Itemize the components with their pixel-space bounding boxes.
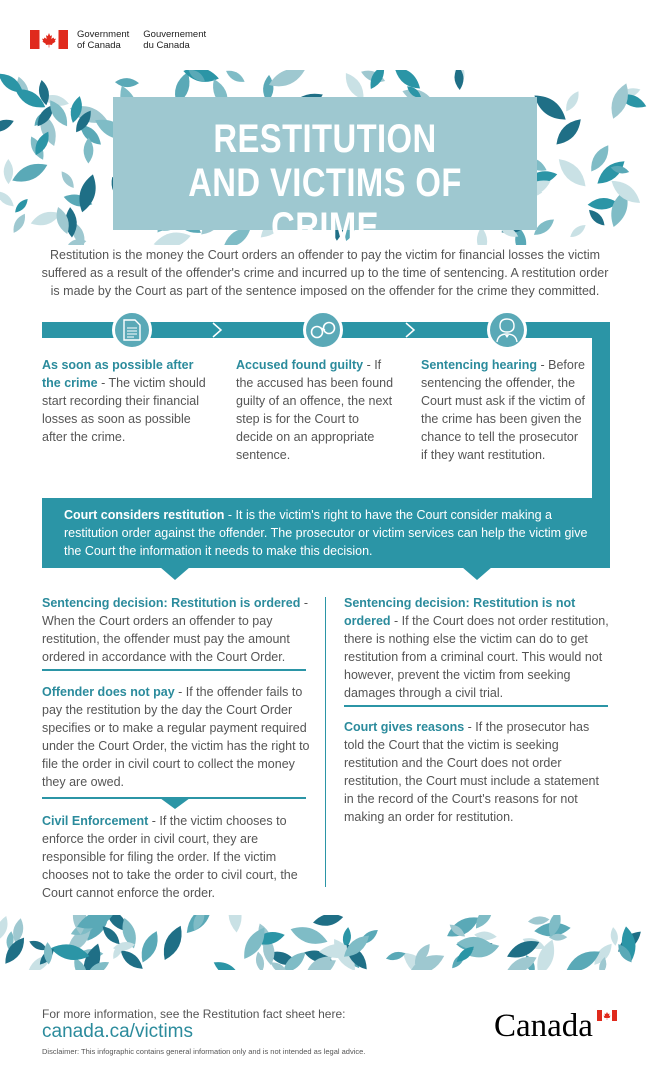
- leaf-shape: [586, 207, 607, 228]
- leaf-shape: [391, 70, 424, 93]
- canada-wordmark: [494, 1008, 593, 1045]
- chevron-right-icon: [210, 322, 224, 338]
- intro-paragraph: Restitution is the money the Court orders an offender to pay the victim for financial losses the victim suffered as a result of the offender's crime and incurred up to the time of sentencing. A restitution order is made by the Court as part of the sentence imposed on the offender for the crime they committed.: [41, 248, 609, 298]
- right-1-text: - If the Court does not order restitution, there is nothing else the victim can do to get restitution from a criminal court. This would not however, prevent the victim from seeking damages through a civil trial.: [344, 614, 609, 700]
- chevron-right-icon: [403, 322, 417, 338]
- divider: [344, 705, 608, 707]
- leaf-shape: [158, 923, 187, 963]
- leaf-shape: [568, 222, 588, 240]
- gov-fr-line2: du Canada: [143, 39, 190, 51]
- consider-text: - It is the victim's right to have the Court consider making a restitution order against the offender. The prosecutor or victim services can help the victim give the Court the information it needs to make this decision.: [64, 508, 588, 558]
- step-3: [421, 356, 586, 464]
- leaf-shape: [227, 915, 243, 933]
- right-section-1: [344, 594, 609, 702]
- gov-en-line2: of Canada: [77, 39, 121, 51]
- handcuffs-icon: [303, 310, 343, 350]
- consider-heading: Court considers restitution: [64, 508, 225, 522]
- leaf-shape: [312, 915, 344, 928]
- right-1-heading: Court gives reasons: [344, 720, 465, 734]
- title-line2: AND VICTIMS OF CRIME: [188, 161, 462, 249]
- divider: [42, 669, 306, 671]
- more-info-text: For more information, see the Restitution fact sheet here:: [42, 1007, 346, 1021]
- title-line1: RESTITUTION: [213, 117, 437, 161]
- canada-flag-icon: [30, 30, 68, 49]
- gov-fr-line1: Gouvernement: [143, 29, 207, 40]
- arrow-down-left: [160, 567, 190, 581]
- leaf-shape: [13, 197, 31, 215]
- leaf-shape: [137, 928, 163, 965]
- judge-icon: [487, 310, 527, 350]
- wordmark-flag-icon: [597, 1010, 617, 1021]
- leaf-shape: [554, 154, 591, 191]
- left-3-heading: Civil Enforcement: [42, 814, 149, 828]
- left-2-text: - If the offender fails to pay the restitution by the day the Court Order specifies or to make a regular payment required under the Court Order, the victim has the right to file the order in civil court to collect the money they are owed.: [42, 685, 310, 789]
- left-section-2: [42, 683, 312, 791]
- leaf-shape: [58, 169, 76, 190]
- left-2-heading: Offender does not pay: [42, 685, 175, 699]
- step-3-text: - Before sentencing the offender, the Court must ask if the victim of the crime has been given the chance to tell the prosecutor if they want restitution.: [421, 358, 585, 462]
- leaf-shape: [385, 950, 407, 963]
- court-considers-box: [42, 498, 610, 568]
- leaf-shape: [610, 927, 619, 947]
- left-1-text: - When the Court orders an offender to pay restitution, the offender must pay the amount ordered in accordance with the Court Order.: [42, 596, 309, 664]
- left-1-heading: Sentencing decision: Restitution is ordered: [42, 596, 301, 610]
- title-banner: [113, 97, 537, 249]
- arrow-down-right: [462, 567, 492, 581]
- arrow-down: [160, 798, 190, 810]
- step-1-heading: As soon as possible after the crime: [42, 358, 194, 390]
- right-section-2: [344, 718, 609, 826]
- column-divider: [325, 597, 326, 887]
- gov-en-line1: Government: [77, 29, 130, 40]
- leaf-shape: [0, 116, 16, 135]
- government-of-canada-signature: [30, 30, 206, 51]
- step-1-text: - The victim should start recording their financial losses as soon as possible after the crime.: [42, 376, 206, 444]
- canada-wordmark-text: Canada: [494, 1008, 593, 1044]
- gov-english: [77, 30, 129, 51]
- leaf-shape: [552, 115, 586, 149]
- leaf-shape: [75, 172, 100, 214]
- step-3-heading: Sentencing hearing: [421, 358, 537, 372]
- step-1: [42, 356, 207, 446]
- left-3-text: - If the victim chooses to enforce the order in civil court, they are responsible for filing the order. If the victim chooses not to take the order to civil court, the Court cannot enforce the order.: [42, 814, 298, 900]
- left-section-1: [42, 594, 312, 666]
- leaf-shape: [224, 70, 247, 85]
- leaf-shape: [0, 188, 17, 210]
- leaf-shape: [211, 958, 243, 970]
- flow-connector-right: [592, 322, 610, 498]
- leaf-shape: [115, 78, 139, 88]
- step-2-heading: Accused found guilty: [236, 358, 364, 372]
- gov-french: [143, 30, 206, 51]
- disclaimer-text: Disclaimer: This infographic contains general information only and is not intended as legal advice.: [42, 1047, 366, 1056]
- step-2: [236, 356, 396, 464]
- leaf-shape: [9, 158, 50, 187]
- leaf-shape: [563, 89, 583, 114]
- leaf-shape: [4, 159, 14, 184]
- leaf-shape: [288, 922, 330, 948]
- victims-link[interactable]: canada.ca/victims: [42, 1021, 194, 1042]
- step-2-text: - If the accused has been found guilty of an offence, the next step is for the Court to decide on an appropriate sentence.: [236, 358, 394, 462]
- right-1-heading: Sentencing decision: Restitution is not ordered: [344, 596, 576, 628]
- left-section-3: [42, 812, 312, 902]
- document-icon: [112, 310, 152, 350]
- leaf-shape: [10, 212, 28, 235]
- right-2-text: - If the prosecutor has told the Court that the victim is seeking restitution and the Court does not order restitution, the Court must include a statement in the record of the Court's reasons for not making an order for restitution.: [344, 720, 599, 824]
- leaf-pattern-bottom: [0, 915, 650, 970]
